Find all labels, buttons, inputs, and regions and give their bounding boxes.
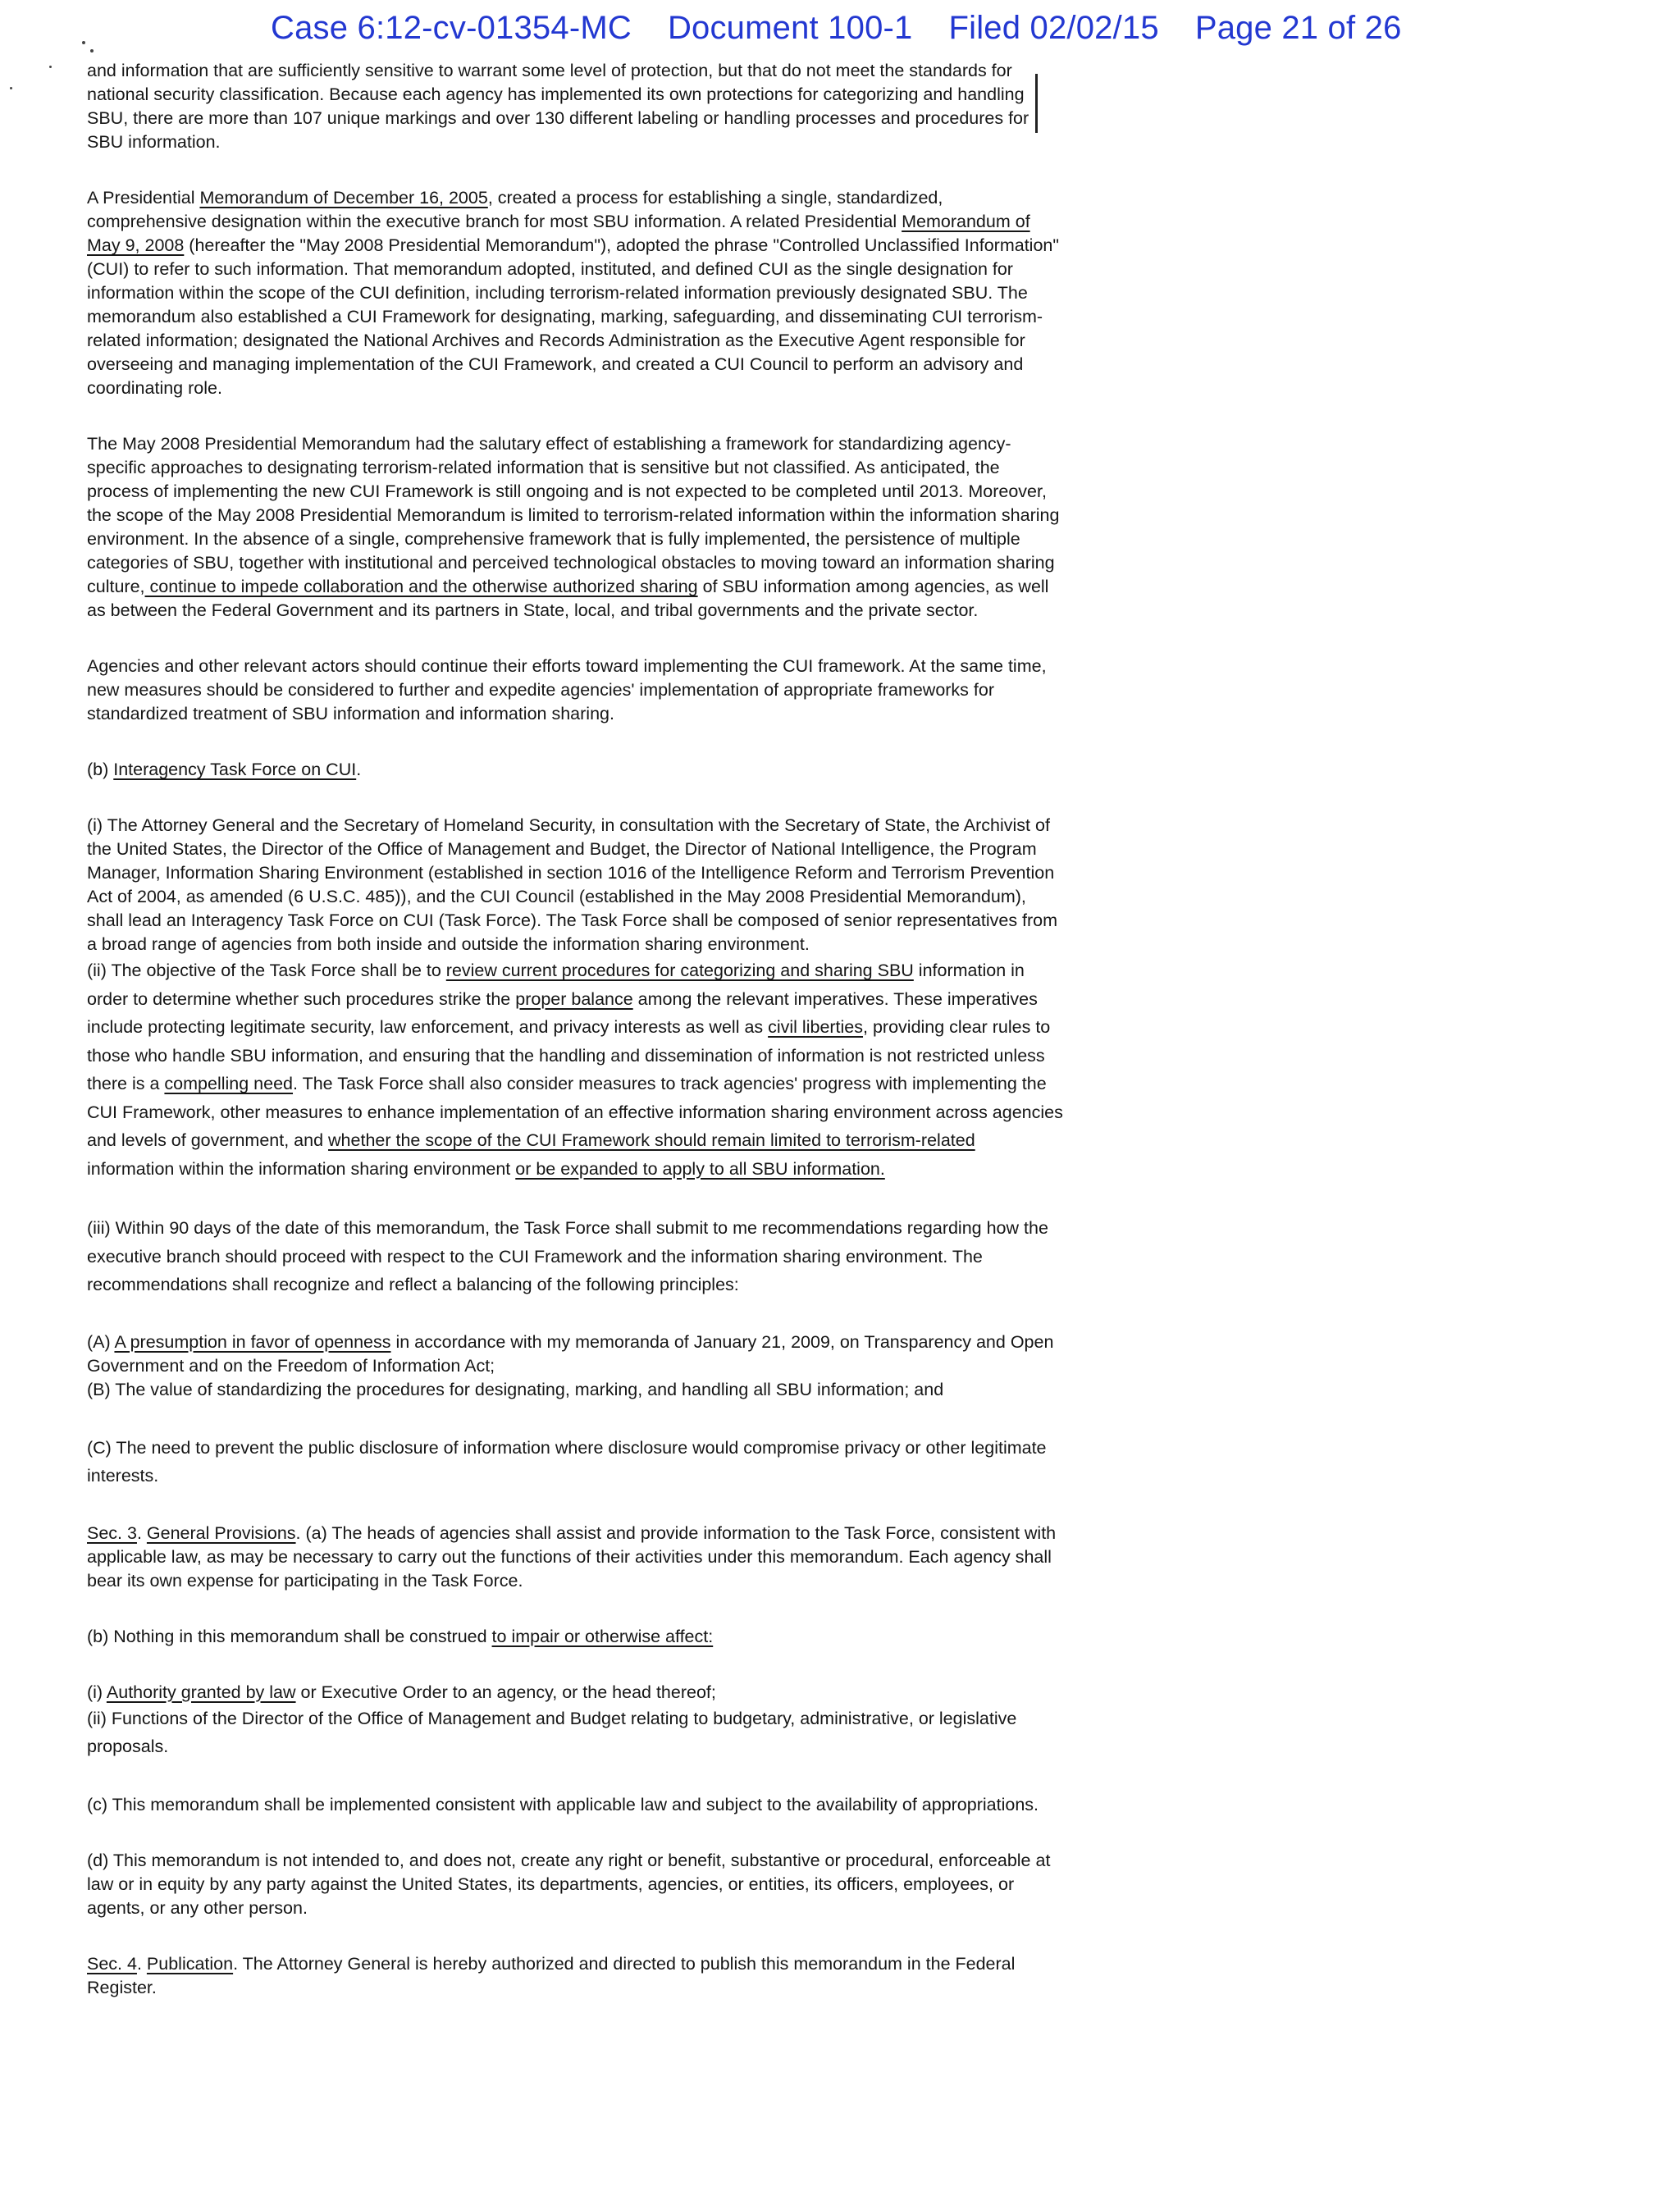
item-omb-functions: (ii) Functions of the Director of the Office of Management and Budget relating to budgetary, administrative, or legislative proposals. — [87, 1708, 1017, 1756]
item-authority-granted: (i) Authority granted by law or Executive Order to an agency, or the head thereof; — [87, 1682, 716, 1702]
scan-speck — [10, 87, 12, 89]
case-number: Case 6:12-cv-01354-MC — [271, 10, 632, 46]
principle-c-disclosure: (C) The need to prevent the public disclosure of information where disclosure would compromise privacy or other legitimate interests. — [87, 1437, 1047, 1486]
document-number: Document 100-1 — [667, 10, 913, 46]
scan-speck — [82, 41, 85, 44]
paragraph-no-rights-created: (d) This memorandum is not intended to, and does not, create any right or benefit, substantive or procedural, enforceable at law or in equity by any party against the United States, its departments, agencies, or entities, its officers, employees, or agents, or any other person. — [87, 1850, 1051, 1918]
paragraph-task-force-objective: (ii) The objective of the Task Force shall be to review current procedures for categorizing and sharing SBU information in order to determine whether such procedures strike the proper balance among the relevant imperatives. These imperatives include protecting legitimate security, law enforcement, and privacy interests as well as civil liberties, providing clear rules to those who handle SBU information, and ensuring that the handling and dissemination of information is not restricted unless there is a compelling need. The Task Force shall also consider measures to track agencies' progress with implementing the CUI Framework, other measures to enhance implementation of an effective information sharing environment across agencies and levels of government, and whether the scope of the CUI Framework should remain limited to terrorism-related information within the information sharing environment or be expanded to apply to all SBU information. — [87, 961, 1063, 1179]
paragraph-implementation: (c) This memorandum shall be implemented consistent with applicable law and subject to the availability of appropriations. — [87, 1794, 1039, 1814]
page-number: Page 21 of 26 — [1194, 10, 1402, 46]
paragraph-nothing-construed: (b) Nothing in this memorandum shall be construed to impair or otherwise affect: — [87, 1626, 714, 1646]
principle-a-openness: (A) A presumption in favor of openness in accordance with my memoranda of January 21, 2009, on Transparency and Open Government and on the Freedom of Information Act; — [87, 1331, 1054, 1376]
principle-b-standardizing: (B) The value of standardizing the procedures for designating, marking, and handling all SBU information; and — [87, 1379, 944, 1399]
paragraph-may-2008-memorandum: The May 2008 Presidential Memorandum had the salutary effect of establishing a framework for standardizing agency-specific approaches to designating terrorism-related information that is sensitive but not classified. As anticipated, the process of implementing the new CUI Framework is still ongoing and is not expected to be completed until 2013. Moreover, the scope of the May 2008 Presidential Memorandum is limited to terrorism-related information within the information sharing environment. In the absence of a single, comprehensive framework that is fully implemented, the persistence of multiple categories of SBU, together with institutional and perceived technological obstacles to moving toward an information sharing culture, continue to impede collaboration and the otherwise authorized sharing of SBU information among agencies, as well as between the Federal Government and its partners in State, local, and tribal governments and the private sector. — [87, 434, 1060, 620]
document-body — [87, 59, 1063, 2000]
paragraph-recommendations: (iii) Within 90 days of the date of this memorandum, the Task Force shall submit to me recommendations regarding how the executive branch should proceed with respect to the CUI Framework and the information sharing environment. The recommendations shall recognize and reflect a balancing of the following principles: — [87, 1218, 1048, 1294]
paragraph-task-force-composition: (i) The Attorney General and the Secretary of Homeland Security, in consultation with the Secretary of State, the Archivist of the United States, the Director of the Office of Management and Budget, the Director of National Intelligence, the Program Manager, Information Sharing Environment (established in section 1016 of the Intelligence Reform and Terrorism Prevention Act of 2004, as amended (6 U.S.C. 485)), and the CUI Council (established in the May 2008 Presidential Memorandum), shall lead an Interagency Task Force on CUI (Task Force). The Task Force shall be composed of senior representatives from a broad range of agencies from both inside and outside the information sharing environment. — [87, 815, 1058, 954]
scan-speck — [90, 49, 94, 52]
filed-date: Filed 02/02/15 — [948, 10, 1159, 46]
case-header — [271, 10, 1438, 47]
paragraph-sbu-intro: and information that are sufficiently sensitive to warrant some level of protection, but that do not meet the standards for national security classification. Because each agency has implemented its own protections for categorizing and handling SBU, there are more than 107 unique markings and over 130 different labeling or handling processes and procedures for SBU information. — [87, 61, 1029, 152]
paragraph-agencies-continue: Agencies and other relevant actors should continue their efforts toward implementing the CUI framework. At the same time, new measures should be considered to further and expedite agencies' implementation of appropriate frameworks for standardized treatment of SBU information and information sharing. — [87, 656, 1047, 723]
section-heading-task-force: (b) Interagency Task Force on CUI. — [87, 760, 362, 779]
scan-speck — [49, 66, 52, 68]
section-4-publication: Sec. 4. Publication. The Attorney General is hereby authorized and directed to publish this memorandum in the Federal Register. — [87, 1953, 1016, 1997]
paragraph-presidential-memoranda: A Presidential Memorandum of December 16, 2005, created a process for establishing a single, standardized, comprehensive designation within the executive branch for most SBU information. A related Presidential Memorandum of May 9, 2008 (hereafter the "May 2008 Presidential Memorandum"), adopted the phrase "Controlled Unclassified Information" (CUI) to refer to such information. That memorandum adopted, instituted, and defined CUI as the single designation for information within the scope of the CUI definition, including terrorism-related information previously designated SBU. The memorandum also established a CUI Framework for designating, marking, safeguarding, and disseminating CUI terrorism-related information; designated the National Archives and Records Administration as the Executive Agent responsible for overseeing and managing implementation of the CUI Framework, and created a CUI Council to perform an advisory and coordinating role. — [87, 188, 1059, 398]
section-3-general-provisions: Sec. 3. General Provisions. (a) The heads of agencies shall assist and provide information to the Task Force, consistent with applicable law, as may be necessary to carry out the functions of their activities under this memorandum. Each agency shall bear its own expense for participating in the Task Force. — [87, 1522, 1057, 1591]
